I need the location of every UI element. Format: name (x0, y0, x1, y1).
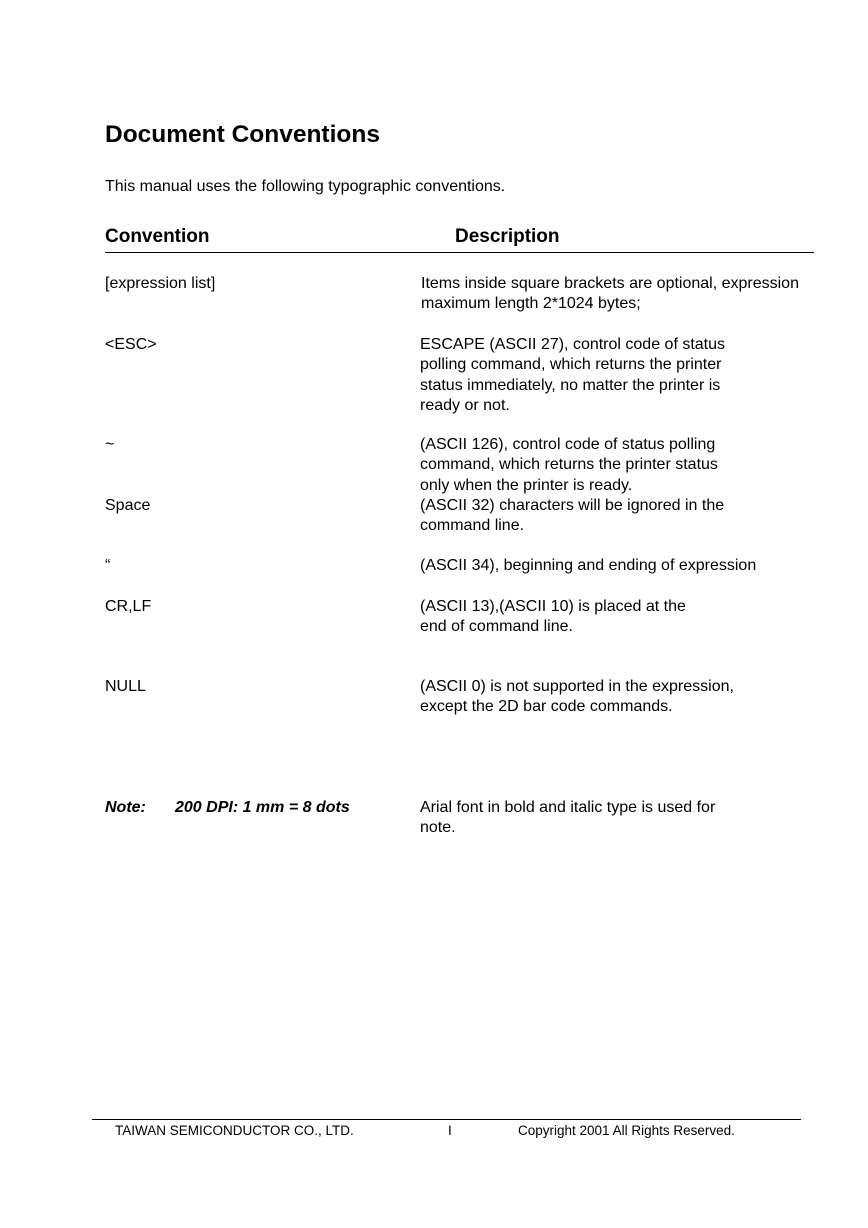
convention-description: (ASCII 126), control code of status polling command, which returns the printer status only when the printer is ready. (420, 436, 718, 494)
convention-term: NULL (105, 678, 146, 695)
convention-description: (ASCII 34), beginning and ending of expression (420, 557, 757, 574)
note-label: Note: (105, 799, 146, 816)
convention-description: (ASCII 0) is not supported in the expression, except the 2D bar code commands. (420, 678, 734, 716)
footer-company: TAIWAN SEMICONDUCTOR CO., LTD. (115, 1123, 354, 1138)
convention-description: ESCAPE (ASCII 27), control code of status polling command, which returns the printer status immediately, no matter the printer is ready or not. (420, 336, 726, 414)
footer-copyright: Copyright 2001 All Rights Reserved. (518, 1123, 735, 1138)
footer-divider (92, 1119, 801, 1120)
page-title: Document Conventions (105, 121, 380, 148)
convention-description: Items inside square brackets are optional, expression maximum length 2*1024 bytes; (421, 275, 799, 313)
convention-term: <ESC> (105, 336, 157, 353)
convention-term: “ (105, 557, 111, 574)
note-description: Arial font in bold and italic type is used for note. (420, 799, 716, 837)
column-header-convention: Convention (105, 226, 210, 247)
intro-text: This manual uses the following typographic conventions. (105, 178, 506, 195)
convention-description: (ASCII 13),(ASCII 10) is placed at the end of command line. (420, 598, 686, 636)
convention-term: Space (105, 497, 151, 514)
convention-term: [expression list] (105, 275, 216, 292)
header-divider (105, 252, 814, 253)
convention-description: (ASCII 32) characters will be ignored in the command line. (420, 497, 725, 535)
convention-term: ~ (105, 436, 115, 453)
convention-term: CR,LF (105, 598, 152, 615)
note-value: 200 DPI: 1 mm = 8 dots (175, 799, 350, 816)
column-header-description: Description (455, 226, 560, 247)
page-number: I (448, 1123, 452, 1138)
